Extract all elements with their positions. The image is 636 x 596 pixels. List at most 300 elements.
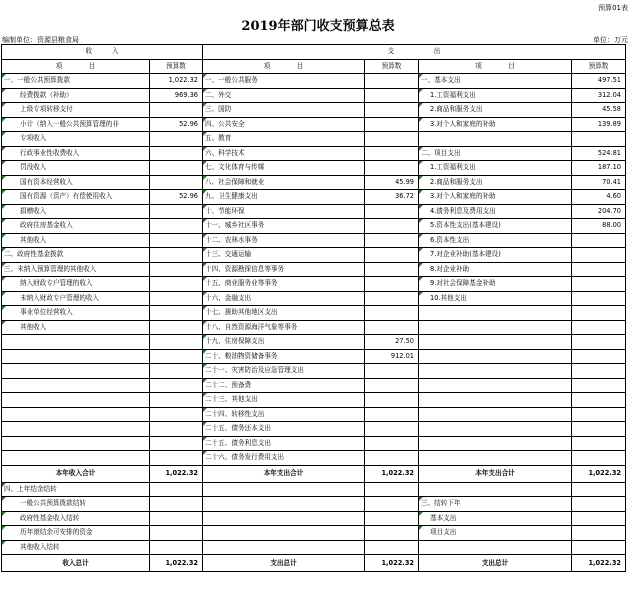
func-expense-amount [365, 132, 419, 147]
cell-comment-marker [419, 292, 423, 296]
econ-expense-amount-text: 139.89 [597, 119, 621, 128]
cell-comment-marker [203, 335, 207, 339]
func-expense-amount [365, 74, 419, 89]
income-item [2, 117, 150, 132]
econ-expense-amount [572, 511, 626, 526]
econ-expense-item [419, 407, 572, 422]
func-expense-item-text: 二十六、债务发行费用支出 [205, 453, 285, 462]
income-item [2, 422, 150, 437]
income-item [2, 335, 150, 350]
cell-comment-marker [2, 306, 6, 310]
func-expense-item-text: 九、卫生健康支出 [205, 192, 258, 201]
cell-comment-marker [419, 176, 423, 180]
table-row [2, 320, 626, 335]
econ-expense-amount [572, 306, 626, 321]
func-expense-amount [365, 540, 419, 555]
econ-expense-amount [572, 277, 626, 292]
cell-comment-marker [2, 526, 6, 530]
func-expense-amount [365, 117, 419, 132]
econ-expense-item [419, 233, 572, 248]
table-row [2, 335, 626, 350]
income-item-text: 政府住房基金收入 [20, 221, 73, 230]
expense-econ-item-header: 项 目 [419, 59, 572, 74]
reporting-unit: 编制单位：资源县粮食局 [2, 36, 79, 44]
econ-expense-item [419, 103, 572, 118]
income-item-text: 其他收入结转 [20, 542, 60, 551]
grand-econ-total-value: 1,022.32 [572, 555, 626, 572]
cell-comment-marker [419, 205, 423, 209]
econ-expense-item [419, 175, 572, 190]
table-row [2, 364, 626, 379]
econ-expense-amount-text: 204.70 [597, 206, 621, 215]
func-expense-amount [365, 175, 419, 190]
column-header-row [2, 59, 626, 74]
cell-comment-marker [203, 451, 207, 455]
income-item-text: 国有资本经营收入 [20, 177, 73, 186]
econ-expense-amount-text: 524.81 [597, 148, 621, 157]
func-expense-amount [365, 190, 419, 205]
income-amount [150, 248, 203, 263]
econ-expense-item [419, 422, 572, 437]
cell-comment-marker [203, 408, 207, 412]
func-expense-item-text: 十一、城乡社区事务 [205, 221, 265, 230]
income-amount [150, 262, 203, 277]
func-expense-amount [365, 482, 419, 497]
cell-comment-marker [2, 118, 6, 122]
table-row [2, 103, 626, 118]
table-row [2, 349, 626, 364]
func-expense-item-text: 四、公共安全 [205, 119, 245, 128]
func-expense-item [203, 364, 365, 379]
income-item-header: 项 目 [2, 59, 150, 74]
econ-expense-amount [572, 436, 626, 451]
income-group-header: 收 入 [2, 45, 203, 60]
econ-expense-amount [572, 422, 626, 437]
grand-func-total-value: 1,022.32 [365, 555, 419, 572]
income-item-text: 未纳入财政专户管理的收入 [20, 293, 100, 302]
income-amount-text: 52.96 [179, 192, 198, 201]
income-item-text: 二、政府性基金拨款 [4, 250, 64, 259]
income-amount [150, 219, 203, 234]
func-expense-item-text: 三、国防 [205, 105, 232, 114]
cell-comment-marker [2, 497, 6, 501]
func-expense-item-text: 十六、金融支出 [205, 293, 252, 302]
func-expense-item [203, 349, 365, 364]
income-amount [150, 306, 203, 321]
cell-comment-marker [2, 190, 6, 194]
table-row [2, 451, 626, 466]
econ-expense-item-text: 二、项目支出 [421, 148, 461, 157]
cell-comment-marker [203, 364, 207, 368]
cell-comment-marker [419, 219, 423, 223]
func-expense-item [203, 277, 365, 292]
func-expense-amount [365, 219, 419, 234]
func-expense-item-text: 八、社会保障和就业 [205, 177, 265, 186]
income-amount [150, 526, 203, 541]
table-row [2, 204, 626, 219]
func-expense-item [203, 146, 365, 161]
econ-expense-item-text: 1.工资福利支出 [430, 90, 476, 99]
cell-comment-marker [419, 526, 423, 530]
income-item-text: 国有资源（资产）有偿使用收入 [20, 192, 113, 201]
income-item-text: 其他收入 [20, 235, 47, 244]
year-func-total-value: 1,022.32 [365, 465, 419, 482]
econ-expense-item-text: 3.对个人和家庭的补助 [430, 119, 496, 128]
table-row [2, 511, 626, 526]
currency-unit: 单位：万元 [593, 36, 628, 44]
income-item-text: 一、一般公共预算拨款 [4, 76, 70, 85]
income-item [2, 233, 150, 248]
econ-expense-amount-text: 70.41 [602, 177, 621, 186]
econ-expense-item [419, 204, 572, 219]
func-expense-item-text: 七、文化体育与传媒 [205, 163, 265, 172]
cell-comment-marker [2, 205, 6, 209]
func-expense-amount [365, 248, 419, 263]
func-expense-amount [365, 364, 419, 379]
func-expense-item [203, 117, 365, 132]
func-expense-item [203, 103, 365, 118]
func-expense-item [203, 497, 365, 512]
econ-expense-item [419, 526, 572, 541]
income-item-text: 小计（纳入一般公共预算管理的非 [20, 119, 119, 128]
func-expense-amount [365, 161, 419, 176]
econ-expense-amount [572, 190, 626, 205]
income-amount-text: 52.96 [179, 119, 198, 128]
cell-comment-marker [203, 437, 207, 441]
cell-comment-marker [203, 292, 207, 296]
func-expense-item-text: 二十四、转移性支出 [205, 409, 265, 418]
func-expense-amount [365, 422, 419, 437]
econ-expense-item [419, 511, 572, 526]
main-rows [2, 74, 626, 466]
func-expense-item [203, 393, 365, 408]
econ-expense-item-text: 基本支出 [430, 513, 457, 522]
econ-expense-item [419, 393, 572, 408]
budget-table [1, 44, 626, 572]
cell-comment-marker [419, 190, 423, 194]
econ-expense-amount [572, 540, 626, 555]
econ-expense-amount [572, 175, 626, 190]
income-item-text: 四、上年结余结转 [4, 484, 57, 493]
grand-econ-total-label: 支出总计 [419, 555, 572, 572]
func-expense-item-text: 十三、交通运输 [205, 250, 252, 259]
income-amount-text: 1,022.32 [168, 76, 198, 85]
econ-expense-item-text: 6.资本性支出 [430, 235, 470, 244]
cell-comment-marker [203, 147, 207, 151]
econ-expense-amount [572, 291, 626, 306]
grand-income-total-label: 收入总计 [2, 555, 150, 572]
table-row [2, 378, 626, 393]
table-row [2, 175, 626, 190]
table-code: 预算01表 [598, 4, 628, 12]
expense-group-header: 支 出 [203, 45, 626, 60]
econ-expense-amount [572, 364, 626, 379]
income-amount [150, 497, 203, 512]
econ-expense-item-text: 1.工资福利支出 [430, 163, 476, 172]
cell-comment-marker [2, 483, 6, 487]
table-row [2, 262, 626, 277]
func-expense-item-text: 五、教育 [205, 134, 232, 143]
grand-func-total-label: 支出总计 [203, 555, 365, 572]
econ-expense-item [419, 277, 572, 292]
income-item [2, 482, 150, 497]
income-amount [150, 364, 203, 379]
func-expense-item-text: 十七、援助其他地区支出 [205, 308, 278, 317]
income-amount [150, 204, 203, 219]
income-amount [150, 146, 203, 161]
cell-comment-marker [203, 393, 207, 397]
income-item [2, 526, 150, 541]
income-amount [150, 407, 203, 422]
cell-comment-marker [203, 219, 207, 223]
econ-expense-amount [572, 378, 626, 393]
income-item [2, 74, 150, 89]
table-row [2, 132, 626, 147]
econ-expense-item [419, 262, 572, 277]
func-expense-item [203, 291, 365, 306]
econ-expense-item [419, 74, 572, 89]
table-row [2, 248, 626, 263]
income-item-text: 历年滚结余可安排的资金 [20, 528, 93, 537]
expense-econ-amount-header: 预算数 [572, 59, 626, 74]
cell-comment-marker [2, 263, 6, 267]
year-total-row [2, 465, 626, 482]
income-item [2, 306, 150, 321]
grand-total-row [2, 555, 626, 572]
year-income-total-label: 本年收入合计 [2, 465, 150, 482]
cell-comment-marker [2, 292, 6, 296]
econ-expense-amount [572, 146, 626, 161]
econ-expense-item [419, 132, 572, 147]
cell-comment-marker [2, 512, 6, 516]
income-item [2, 262, 150, 277]
econ-expense-amount-text: 88.00 [602, 221, 621, 230]
cell-comment-marker [419, 118, 423, 122]
func-expense-amount [365, 526, 419, 541]
econ-expense-item-text: 10.其他支出 [430, 293, 467, 302]
func-expense-item-text: 二十三、其他支出 [205, 395, 258, 404]
income-item-text: 政府性基金收入结转 [20, 513, 80, 522]
econ-expense-amount [572, 393, 626, 408]
cell-comment-marker [2, 321, 6, 325]
income-amount [150, 291, 203, 306]
cell-comment-marker [203, 321, 207, 325]
income-item [2, 511, 150, 526]
econ-expense-item [419, 378, 572, 393]
table-row [2, 497, 626, 512]
econ-expense-item-text: 项目支出 [430, 528, 457, 537]
income-amount [150, 132, 203, 147]
cell-comment-marker [419, 263, 423, 267]
func-expense-amount [365, 277, 419, 292]
econ-expense-item [419, 88, 572, 103]
econ-expense-item-text: 2.商品和服务支出 [430, 177, 483, 186]
econ-expense-item-text: 8.对企业补助 [430, 264, 470, 273]
econ-expense-amount [572, 262, 626, 277]
func-expense-item [203, 407, 365, 422]
econ-expense-item-text: 2.商品和服务支出 [430, 105, 483, 114]
income-item [2, 277, 150, 292]
table-row [2, 190, 626, 205]
income-item [2, 540, 150, 555]
cell-comment-marker [203, 422, 207, 426]
income-amount [150, 422, 203, 437]
func-expense-item [203, 451, 365, 466]
cell-comment-marker [2, 234, 6, 238]
income-item [2, 132, 150, 147]
income-amount [150, 74, 203, 89]
func-expense-item-text: 二、外交 [205, 90, 232, 99]
table-row [2, 436, 626, 451]
income-amount-header: 预算数 [150, 59, 203, 74]
cell-comment-marker [419, 89, 423, 93]
econ-expense-amount [572, 335, 626, 350]
cell-comment-marker [2, 176, 6, 180]
func-expense-item-text: 十四、资源勘探信息等事务 [205, 264, 285, 273]
func-expense-item [203, 540, 365, 555]
income-item-text: 经费拨款（补助） [20, 90, 73, 99]
econ-expense-amount [572, 497, 626, 512]
income-amount [150, 103, 203, 118]
econ-expense-amount-text: 187.10 [597, 163, 621, 172]
income-item [2, 451, 150, 466]
func-expense-amount [365, 204, 419, 219]
econ-expense-amount [572, 233, 626, 248]
econ-expense-amount [572, 88, 626, 103]
cell-comment-marker [2, 248, 6, 252]
income-item-text: 三、未纳入预算管理的其他收入 [4, 264, 97, 273]
cell-comment-marker [419, 103, 423, 107]
func-expense-item [203, 219, 365, 234]
func-expense-amount [365, 320, 419, 335]
income-amount [150, 117, 203, 132]
func-expense-item-text: 二十、粮油物资储备事务 [205, 351, 278, 360]
income-amount [150, 482, 203, 497]
func-expense-amount [365, 306, 419, 321]
func-expense-amount [365, 88, 419, 103]
func-expense-item [203, 175, 365, 190]
econ-expense-item-text: 9.对社会保障基金补助 [430, 279, 496, 288]
income-amount [150, 540, 203, 555]
func-expense-amount [365, 103, 419, 118]
cell-comment-marker [2, 132, 6, 136]
func-expense-amount [365, 451, 419, 466]
income-item-text: 专项收入 [20, 134, 47, 143]
econ-expense-item-text: 3.对个人和家庭的补助 [430, 192, 496, 201]
func-expense-item-text: 十二、农林水事务 [205, 235, 258, 244]
func-expense-amount [365, 407, 419, 422]
cell-comment-marker [203, 176, 207, 180]
econ-expense-item-text: 5.资本性支出(基本建设) [430, 221, 501, 230]
func-expense-amount-text: 36.72 [395, 192, 414, 201]
table-row [2, 74, 626, 89]
func-expense-item [203, 74, 365, 89]
func-expense-item-text: 二十一、灾害防治及应急管理支出 [205, 366, 304, 375]
econ-expense-item [419, 219, 572, 234]
func-expense-item [203, 132, 365, 147]
func-expense-amount [365, 291, 419, 306]
econ-expense-amount [572, 482, 626, 497]
func-expense-item [203, 482, 365, 497]
page-title: 2019年部门收支预算总表 [241, 19, 395, 34]
cell-comment-marker [203, 132, 207, 136]
cell-comment-marker [2, 161, 6, 165]
table-row [2, 146, 626, 161]
income-amount [150, 349, 203, 364]
income-item [2, 88, 150, 103]
func-expense-amount-text: 912.01 [390, 351, 414, 360]
econ-expense-amount [572, 103, 626, 118]
cell-comment-marker [203, 205, 207, 209]
func-expense-item-text: 十、节能环保 [205, 206, 245, 215]
income-item-text: 事业单位经营收入 [20, 308, 73, 317]
income-item-text: 纳入财政专户管理的收入 [20, 279, 93, 288]
econ-expense-amount [572, 219, 626, 234]
econ-expense-item [419, 497, 572, 512]
func-expense-item-text: 二十五、债务利息支出 [205, 438, 271, 447]
econ-expense-item [419, 161, 572, 176]
income-item [2, 161, 150, 176]
grand-income-total-value: 1,022.32 [150, 555, 203, 572]
cell-comment-marker [419, 74, 423, 78]
table-row [2, 526, 626, 541]
func-expense-amount [365, 497, 419, 512]
income-amount [150, 233, 203, 248]
func-expense-amount [365, 378, 419, 393]
func-expense-item [203, 88, 365, 103]
econ-expense-item [419, 306, 572, 321]
cell-comment-marker [2, 74, 6, 78]
econ-expense-item [419, 291, 572, 306]
econ-expense-item [419, 248, 572, 263]
income-amount [150, 161, 203, 176]
income-item-text: 罚没收入 [20, 163, 47, 172]
func-expense-item [203, 422, 365, 437]
cell-comment-marker [419, 234, 423, 238]
cell-comment-marker [203, 234, 207, 238]
income-item [2, 175, 150, 190]
year-func-total-label: 本年支出合计 [203, 465, 365, 482]
cell-comment-marker [203, 248, 207, 252]
income-item [2, 190, 150, 205]
cell-comment-marker [203, 118, 207, 122]
income-amount [150, 335, 203, 350]
group-header-row [2, 45, 626, 60]
func-expense-item [203, 161, 365, 176]
cell-comment-marker [2, 277, 6, 281]
cell-comment-marker [203, 190, 207, 194]
func-expense-amount-text: 27.50 [395, 337, 414, 346]
econ-expense-item [419, 335, 572, 350]
table-row [2, 393, 626, 408]
income-amount [150, 511, 203, 526]
cell-comment-marker [2, 89, 6, 93]
income-item [2, 320, 150, 335]
table-row [2, 233, 626, 248]
year-econ-total-label: 本年支出合计 [419, 465, 572, 482]
func-expense-item [203, 190, 365, 205]
func-expense-amount [365, 233, 419, 248]
econ-expense-amount-text: 4.60 [606, 192, 621, 201]
econ-expense-item [419, 436, 572, 451]
cell-comment-marker [419, 248, 423, 252]
income-amount [150, 175, 203, 190]
func-expense-item [203, 511, 365, 526]
econ-expense-item [419, 320, 572, 335]
cell-comment-marker [203, 89, 207, 93]
econ-expense-item-text: 7.对企业补助(基本建设) [430, 250, 501, 259]
cell-comment-marker [2, 147, 6, 151]
